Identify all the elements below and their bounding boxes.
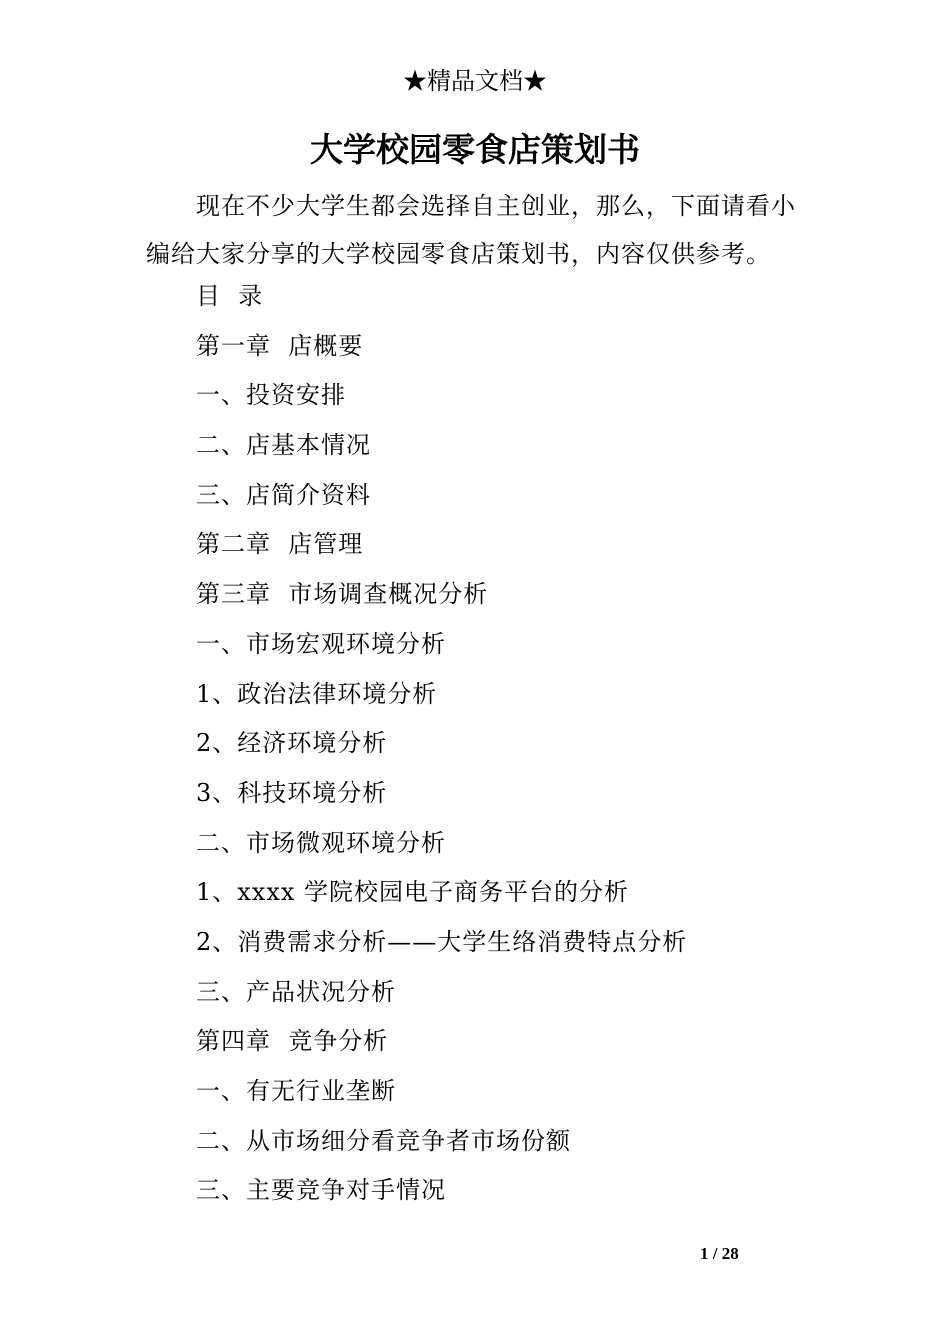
document-title: 大学校园零食店策划书 (310, 130, 640, 169)
toc-item: 三、主要竞争对手情况 (196, 1176, 446, 1205)
toc-item: 一、有无行业垄断 (196, 1077, 396, 1105)
toc-item: 三、店简介资料 (196, 480, 371, 509)
intro-paragraph: 现在不少大学生都会选择自主创业，那么，下面请看小编给大家分享的大学校园零食店策划书，内容仅供参考。 (146, 192, 796, 268)
table-of-contents (196, 272, 816, 1216)
toc-item: 1、xxxx 学院校园电子商务平台的分析 (196, 878, 630, 907)
toc-item: 二、市场微观环境分析 (196, 828, 446, 857)
toc-item: 3、科技环境分析 (196, 778, 388, 807)
toc-item: 三、产品状况分析 (196, 977, 396, 1006)
toc-item: 二、从市场细分看竞争者市场份额 (196, 1126, 571, 1155)
toc-item: 第一章 店概要 (196, 331, 364, 360)
toc-item: 2、消费需求分析——大学生络消费特点分析 (196, 927, 688, 956)
toc-item: 二、店基本情况 (196, 431, 371, 460)
toc-heading: 目 录 (196, 282, 264, 310)
toc-item: 一、投资安排 (196, 381, 346, 410)
toc-item: 第二章 店管理 (196, 530, 364, 559)
toc-item: 一、市场宏观环境分析 (196, 629, 446, 658)
page-number: 1 / 28 (700, 1244, 739, 1263)
toc-item: 1、政治法律环境分析 (196, 679, 438, 708)
header-banner: ★精品文档★ (403, 67, 547, 95)
toc-item: 第三章 市场调查概况分析 (196, 580, 489, 609)
toc-item: 2、经济环境分析 (196, 729, 388, 758)
toc-item: 第四章 竞争分析 (196, 1027, 389, 1056)
